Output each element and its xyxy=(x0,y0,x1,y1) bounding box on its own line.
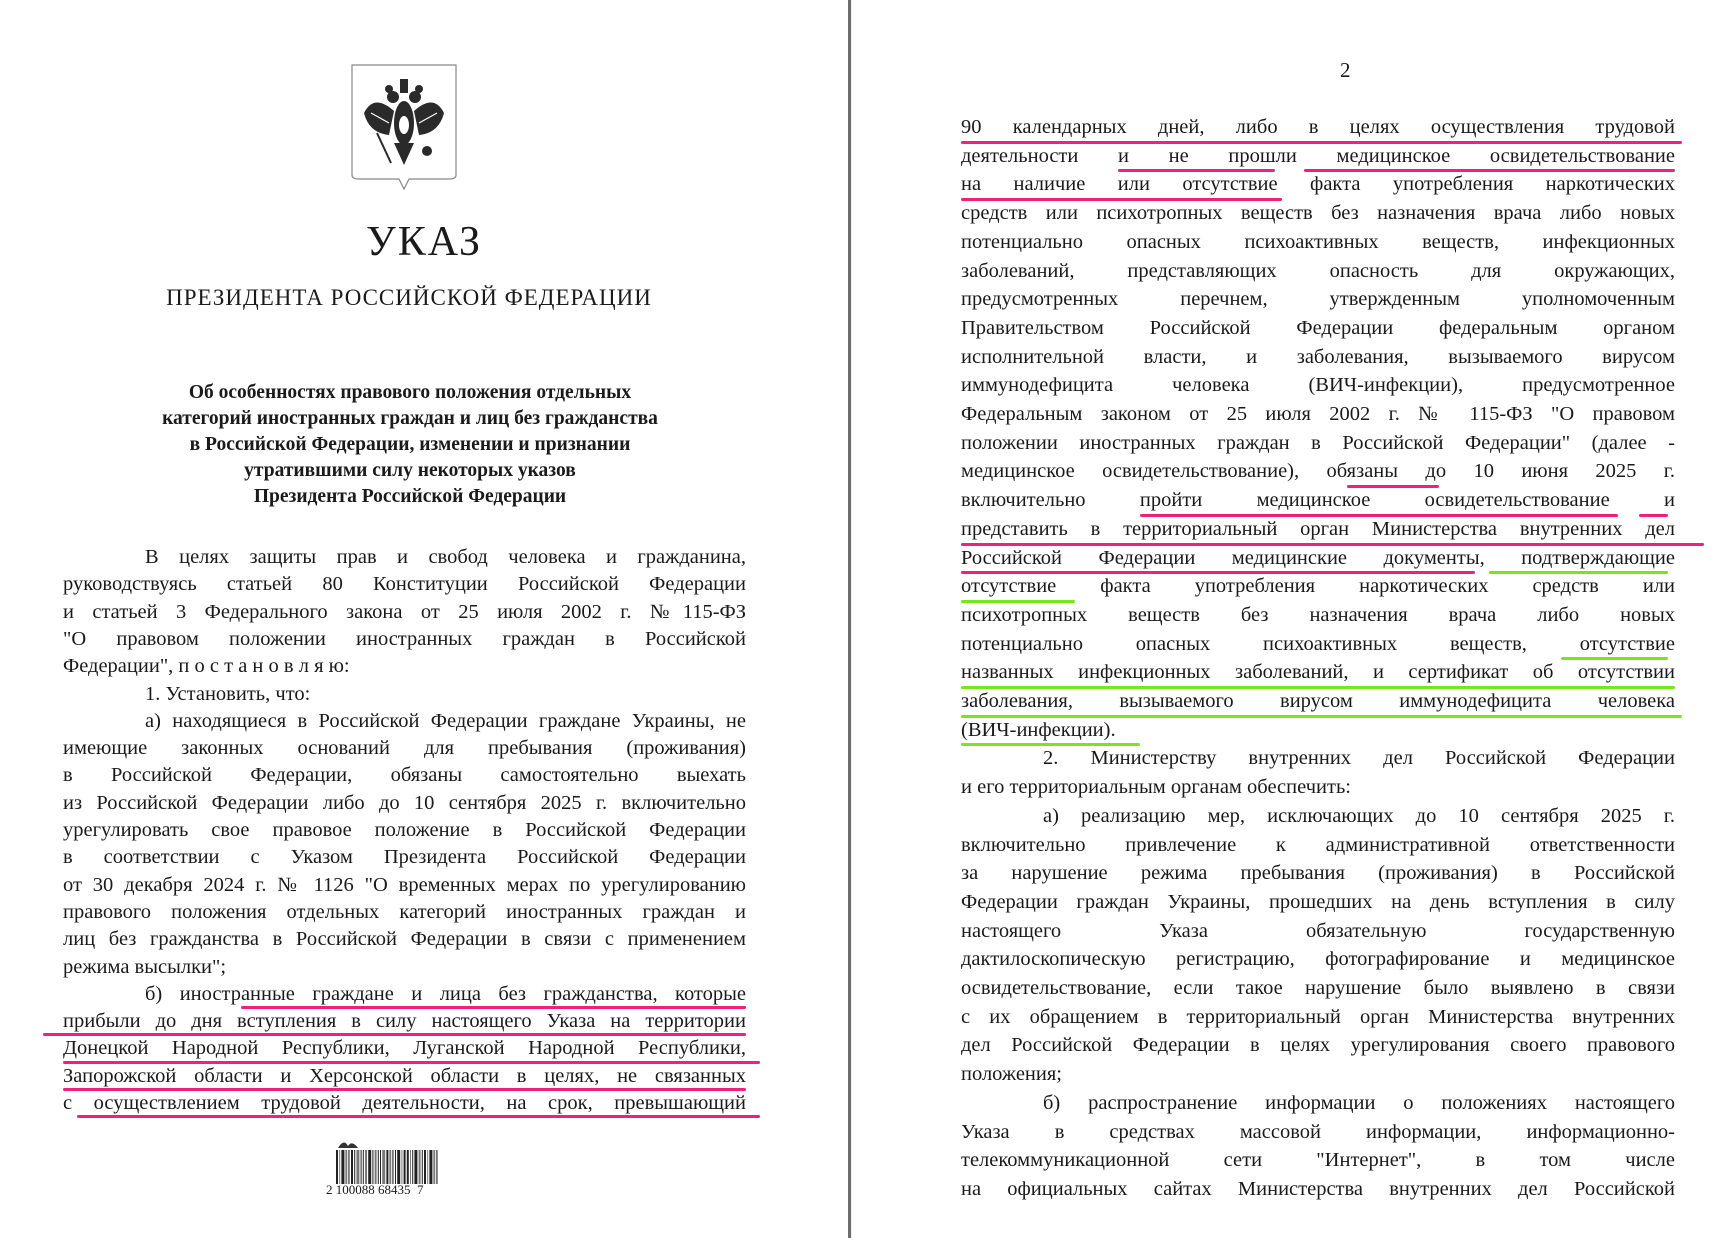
text-line: названных инфекционных заболеваний, и сертификат об отсутствии xyxy=(961,661,1675,684)
heading-line: Президента Российской Федерации xyxy=(253,486,567,507)
text-line: исполнительной власти, и заболевания, вызываемого вирусом xyxy=(961,345,1675,368)
barcode-bar xyxy=(356,1150,359,1184)
text-line: Федерации", п о с т а н о в л я ю: xyxy=(63,655,350,678)
barcode-bar xyxy=(414,1150,417,1184)
text-line: от 30 декабря 2024 г. № 1126 "О временных мерах по урегулированию xyxy=(63,873,746,896)
text-line: средств или психотропных веществ без назначения врача либо новых xyxy=(961,202,1675,225)
text-line: и статьей 3 Федерального закона от 25 июля 2002 г. №115-ФЗ xyxy=(63,600,746,623)
green-underline-highlight xyxy=(961,686,1675,689)
barcode-bar xyxy=(341,1150,344,1184)
barcode-bar xyxy=(407,1150,409,1184)
text-line: б) иностранные граждане и лица без гражданства, которые xyxy=(145,982,746,1005)
text-line: на официальных сайтах Министерства внутренних дел Российской xyxy=(961,1177,1675,1200)
barcode-bar xyxy=(436,1150,438,1184)
text-line: психотропных веществ без назначения врача либо новых xyxy=(961,603,1675,626)
pink-underline-highlight xyxy=(1347,485,1440,488)
text-line: правового положения отдельных категорий иностранных граждан и xyxy=(63,900,746,923)
text-line: потенциально опасных психоактивных веществ, инфекционных xyxy=(961,230,1675,253)
barcode-bar xyxy=(401,1150,402,1184)
text-line: телекоммуникационной сети "Интернет", в том числе xyxy=(961,1149,1675,1172)
barcode-bar xyxy=(378,1150,379,1184)
text-line: прибыли до дня вступления в силу настоящего Указа на территории xyxy=(63,1010,746,1033)
decree-issuer: ПРЕЗИДЕНТА РОССИЙСКОЙ ФЕДЕРАЦИИ xyxy=(166,285,652,310)
page-number: 2 xyxy=(1340,58,1351,82)
barcode-bar xyxy=(380,1150,381,1184)
barcode-bar xyxy=(397,1150,400,1184)
pink-underline-highlight xyxy=(1639,514,1668,517)
text-line: медицинское освидетельствование), обязаны до 10 июня 2025 г. xyxy=(961,460,1675,483)
barcode-bar xyxy=(375,1150,377,1184)
text-line: с осуществлением трудовой деятельности, на срок, превышающий xyxy=(63,1092,746,1114)
barcode-bar xyxy=(363,1150,364,1184)
barcode-bar xyxy=(372,1150,373,1184)
text-line: положения; xyxy=(961,1063,1062,1086)
text-line: дактилоскопическую регистрацию, фотографирование и медицинское xyxy=(961,948,1675,971)
heading-line: категорий иностранных граждан и лиц без гражданства xyxy=(162,408,658,429)
text-line: настоящего Указа обязательную государственную xyxy=(961,919,1675,942)
text-line: за нарушение режима пребывания (проживания) в Российской xyxy=(961,862,1675,885)
text-line: отсутствие факта употребления наркотических средств или xyxy=(961,575,1675,598)
barcode-bar xyxy=(386,1150,388,1184)
barcode-bar xyxy=(390,1150,391,1184)
decree-heading xyxy=(80,380,740,510)
decree-title: УКАЗ xyxy=(365,219,483,265)
green-underline-highlight xyxy=(961,715,1682,718)
text-line: руководствуясь статьей 80 Конституции Российской Федерации xyxy=(63,573,746,596)
text-line: и его территориальным органам обеспечить: xyxy=(961,776,1351,799)
barcode-bar xyxy=(427,1150,428,1184)
barcode-bar xyxy=(434,1150,435,1184)
text-line: Указа в средствах массовой информации, информационно- xyxy=(961,1120,1675,1143)
text-line: включительно привлечение к административной ответственности xyxy=(961,833,1675,856)
barcode-bar xyxy=(395,1150,396,1184)
barcode-number: 2 100088 68435 7 xyxy=(326,1182,424,1197)
barcode-bar xyxy=(348,1150,350,1184)
text-line: Федеральным законом от 25 июля 2002 г. № 115-ФЗ "О правовом xyxy=(961,403,1675,425)
barcode-bar xyxy=(429,1150,432,1184)
barcode-bar xyxy=(422,1150,423,1184)
text-line: на наличие или отсутствие факта употребления наркотических xyxy=(961,173,1675,196)
text-line: 1. Установить, что: xyxy=(145,682,311,705)
coat-of-arms-emblem xyxy=(349,63,459,193)
text-line: Донецкой Народной Республики, Луганской Народной Республики, xyxy=(63,1037,746,1060)
green-underline-highlight xyxy=(961,600,1075,603)
text-line: предусмотренных перечнем, утвержденным уполномоченным xyxy=(961,288,1675,311)
barcode-bar xyxy=(412,1150,413,1184)
text-line: а) находящиеся в Российской Федерации граждане Украины, не xyxy=(145,709,746,732)
pink-underline-highlight xyxy=(961,141,1682,144)
text-line: положении иностранных граждан в Российской Федерации" (далее - xyxy=(961,431,1675,454)
pink-underline-highlight xyxy=(63,1088,746,1091)
text-line: потенциально опасных психоактивных веществ, отсутствие xyxy=(961,632,1675,655)
barcode-bar xyxy=(424,1150,426,1184)
document-page-1 xyxy=(0,0,848,1238)
barcode-bar xyxy=(365,1150,367,1184)
text-line: в Российской Федерации, обязаны самостоятельно выехать xyxy=(63,764,746,787)
pink-underline-highlight xyxy=(961,571,1475,574)
text-line: режима высылки"; xyxy=(63,955,227,978)
text-line: В целях защиты прав и свобод человека и гражданина, xyxy=(145,546,746,568)
barcode-bar xyxy=(382,1150,385,1184)
text-line: б) распространение информации о положениях настоящего xyxy=(1043,1091,1675,1114)
text-line: Российской Федерации медицинские документы, подтверждающие xyxy=(961,546,1675,569)
text-line: заболевания, вызываемого вирусом иммунодефицита человека xyxy=(961,690,1675,712)
text-line: а) реализацию мер, исключающих до 10 сентября 2025 г. xyxy=(1043,804,1675,827)
text-line: заболеваний, представляющих опасность для окружающих, xyxy=(961,259,1675,282)
pink-underline-highlight xyxy=(961,543,1704,546)
barcode-bar xyxy=(361,1150,362,1184)
text-line: 90 календарных дней, либо в целях осуществления трудовой xyxy=(961,116,1675,138)
text-line: (ВИЧ-инфекции). xyxy=(961,718,1116,741)
publisher-mark-icon xyxy=(338,1142,358,1148)
pink-underline-highlight xyxy=(63,1061,760,1064)
pink-underline-highlight xyxy=(1118,169,1275,172)
text-line: с их обращением в территориальный орган Министерства внутренних xyxy=(961,1005,1675,1028)
text-line: в соответствии с Указом Президента Российской Федерации xyxy=(63,846,746,869)
green-underline-highlight xyxy=(1561,657,1668,660)
text-line: включительно пройти медицинское освидетельствование и xyxy=(961,489,1675,512)
text-line: представить в территориальный орган Министерства внутренних дел xyxy=(961,517,1675,540)
green-underline-highlight xyxy=(961,743,1140,746)
text-line: урегулировать свое правовое положение в Российской Федерации xyxy=(63,819,746,841)
barcode-bar xyxy=(339,1150,340,1184)
text-line: из Российской Федерации либо до 10 сентября 2025 г. включительно xyxy=(63,791,746,814)
document-page-2 xyxy=(852,0,1732,1238)
barcode-bar xyxy=(354,1150,355,1184)
barcode-bar xyxy=(419,1150,421,1184)
text-line: дел Российской Федерации в целях урегулирования своего правового xyxy=(961,1034,1675,1057)
heading-line: утратившими силу некоторых указов xyxy=(244,460,576,481)
text-line: 2. Министерству внутренних дел Российской Федерации xyxy=(1043,747,1675,770)
pink-underline-highlight xyxy=(1140,514,1618,517)
text-line: Правительством Российской Федерации федеральным органом xyxy=(961,316,1675,339)
text-line: деятельности и не прошли медицинское освидетельствование xyxy=(961,144,1675,167)
text-line: Федерации граждан Украины, прошедших на день вступления в силу xyxy=(961,890,1675,913)
barcode-bar xyxy=(392,1150,394,1184)
text-line: имеющие законных оснований для пребывания (проживания) xyxy=(63,737,746,760)
barcode-bar xyxy=(410,1150,411,1184)
barcode-bar xyxy=(368,1150,371,1184)
barcode-bar xyxy=(404,1150,406,1184)
text-line: "О правовом положении иностранных граждан в Российской xyxy=(63,627,746,650)
green-underline-highlight xyxy=(1489,571,1668,574)
pink-underline-highlight xyxy=(43,1033,746,1036)
text-line: Запорожской области и Херсонской области в целях, не связанных xyxy=(63,1064,746,1087)
text-line: освидетельствование, если такое нарушение было выявлено в связи xyxy=(961,977,1675,999)
heading-line: Об особенностях правового положения отдельных xyxy=(188,382,632,403)
heading-line: в Российской Федерации, изменении и признании xyxy=(189,434,631,455)
text-line: иммунодефицита человека (ВИЧ-инфекции), предусмотренное xyxy=(961,374,1675,397)
pink-underline-highlight xyxy=(1304,169,1675,172)
pink-underline-highlight xyxy=(961,198,1282,201)
barcode-bar xyxy=(346,1150,347,1184)
pink-underline-highlight xyxy=(77,1115,760,1118)
barcode-bar xyxy=(336,1150,338,1184)
text-line: лиц без гражданства в Российской Федерации в связи с применением xyxy=(63,928,746,951)
pink-underline-highlight xyxy=(241,1006,746,1009)
barcode-bar xyxy=(351,1150,353,1184)
